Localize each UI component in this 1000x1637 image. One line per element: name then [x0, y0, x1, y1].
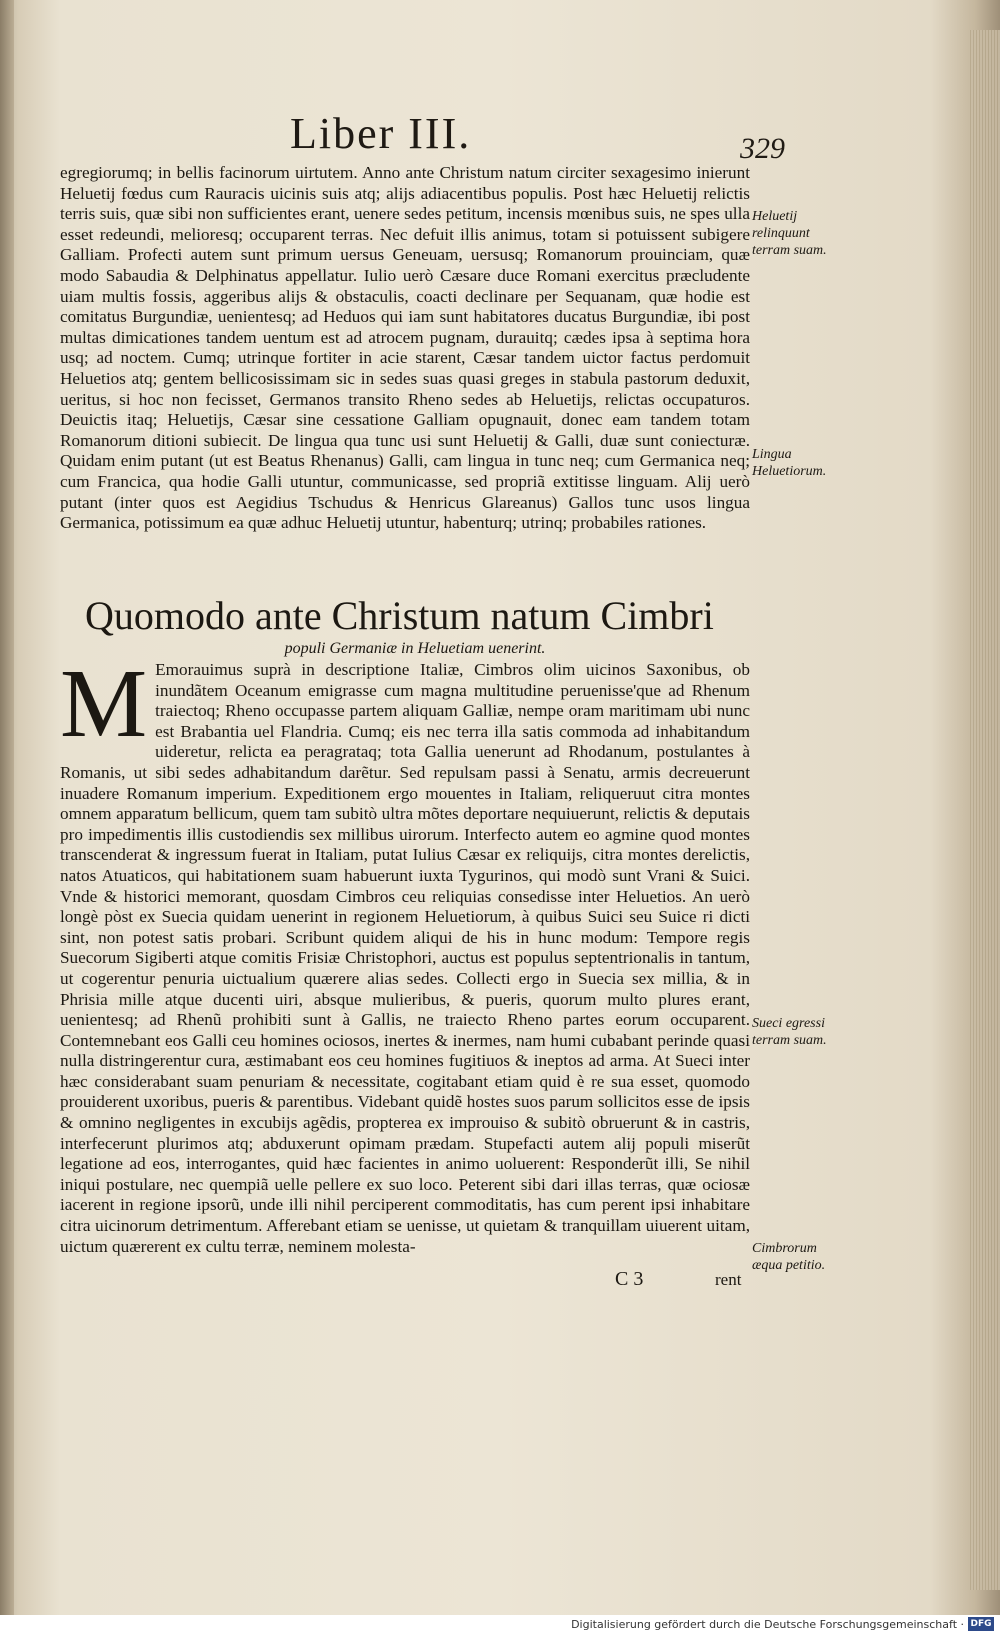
- margin-note-2: Lingua Heluetiorum.: [752, 447, 827, 479]
- paragraph-1: egregiorumq; in bellis facinorum uirtutem. Anno ante Christum natum circiter sexagesimo inierunt Heluetij fœdus cum Rauracis uicinis suis atq; alijs adiacentibus populis. Post hæc Heluetij relictis terris suis, quæ sibi non sufficientes erant, uenere sedes petitum, incensis mœnibus suis, ne spes ulla esset redeundi, melioresq; occuparent terras. Nec defuit illis animus, totam si potuissent subigere Galliam. Profecti autem sunt primum uersus Geneuam, uersusq; Romanorum prouinciam, quæ modo Sabaudia & Delphinatus appellatur. Iulio uerò Cæsare duce Romani exercitus præcludente uiam multis fossis, aggeribus alijs & obstaculis, coacti declinare per Sequanam, quæ hodie est comitatus Burgundiæ, uenientesq; ad Heduos qui iam sunt habitatores ducatus Burgundiæ, ibi post multas dimicationes tandem uentum est ad atrocem pugnam, durauitq; cædes ipsa à septima hora usq; ad noctem. Cumq; utrinque fortiter in acie starent, Cæsar tandem uictor factus perdomuit Heluetios atq; gentem bellicosissimam sic in sedes suas quasi greges in stabula pastorum deduxit, ueritus, si hoc non fecisset, Germanos transito Rheno sedes ab Heluetijs, relictas occupaturos. Deuictis itaq; Heluetijs, Cæsar sine cessatione Galliam opugnauit, donec eam tandem totam Romanorum ditioni subiecit. De lingua qua tunc usi sunt Heluetij & Galli, duæ sunt coniecturæ. Quidam enim putant (ut est Beatus Rhenanus) Galli, cam lingua in tunc neq; cum Germanica neq; cum Francica, qua hodie Galli utuntur, communicasse, sed propriã extitisse linguam. Alij uerò putant (inter quos est Aegidius Tschudus & Henricus Glareanus) Gallos tunc usos lingua Germanica, potissimum ea quæ adhuc Heluetij utuntur, habenturq; utrinq; probabiles rationes.: [60, 163, 750, 533]
- section-heading: Quomodo ante Christum natum Cimbri: [85, 593, 714, 638]
- margin-note-3: Sueci egressi terram suam.: [752, 1016, 827, 1048]
- margin-note-4: Cimbrorum æqua petitio.: [752, 1241, 826, 1273]
- running-head: Liber III.: [290, 109, 472, 158]
- section-subheading: populi Germaniæ in Heluetiam uenerint.: [284, 640, 546, 657]
- paragraph-2: [60, 650, 750, 1257]
- drop-cap: M: [60, 650, 148, 758]
- paragraph-2-text: Emorauimus suprà in descriptione Italiæ, Cimbros olim uicinos Saxonibus, ob inundãtem Oceanum emigrasse cum magna multitudine peruenisse'que ad Rhenum traiectoq; Rheno occupasse partem aliquam Galliæ, nempe oram maritimam ubi nunc est Brabantia uel Flandria. Cumq; eis nec terra illa satis commoda ad inhabitandum uideretur, relicta ea peragrataq; tota Gallia uenerunt ad Rhodanum, postulantes à Romanis, ut sibi sedes adhabitandum darẽtur. Sed repulsam passi à Senatu, armis decreuerunt inuadere Romanum imperium. Expeditionem ergo mouentes in Italiam, reliqueruut citra montes omnem apparatum bellicum, quem tam subitò ultra mõtes deportare nequiuerunt, relictis & deputais pro impedimentis illis custodiendis sex millibus uirorum. Interfecto autem eo agmine quod montes transcenderat & ingressum fuerat in Italiam, putat Iulius Cæsar ex reliquijs, citra montes derelictis, natos Atuaticos, qui habitationem suam habuerunt iuxta Tygurinos, qui modò sunt Vrani & Suici. Vnde & historici memorant, quosdam Cimbros ceu reliquias consedisse inter Heluetios. An uerò longè pòst ex Suecia quidam uenerint in regionem Heluetiorum, à quibus Suici seu Suice ri dicti sint, non potest satis probari. Scribunt quidem aliqui de his in hunc modum: Tempore regis Suecorum Sigiberti atque comitis Frisiæ Christophori, auctus est populus septentrionalis in tantum, ut cogerentur penuria uictualium quærere alias sedes. Collecti ergo in Suecia sex millia, & in Phrisia mille atque ducenti uiri, absque mulieribus, & pueris, quorum multo plures erant, uenientesq; ad Rhenũ prohibiti sunt à Gallis, ne traiecto Rheno partes eorum occuparent. Contemnebant eos Galli ceu homines ociosos, inertes & inermes, nam humi cubabant perinde quasi nulla distringerentur cura, æstimabant eos ceu homines fugitiuos & ineptos ad arma. At Sueci inter hæc considerabant suam penuriam & necessitate, cogitabant etiam quid è re sua esset, quomodo prouiderent uxoribus, pueris & parentibus. Videbant quidẽ hostes suos parum sollicitos esse de ipsis & omnino negligentes in excubijs agẽdis, propterea ex improuiso & subitò obruerunt & in castris, interfecerunt plurimos atq; abduxerunt opimam prædam. Stupefacti autem alij populi miserũt legatione ad eos, interrogantes, quid hæc facientes in animo uoluerent: Responderũt illi, Se nihil iniqui postulare, nec quempiã uelle pellere ex suo loco. Peterent sibi dari illas terras, quæ ociosæ iacerent in regione ipsorũ, unde illi nihil perciperent commoditatis, has cum perent ipsi inhabitare citra uicinorum detrimentum. Afferebant etiam se uenisse, ut quietam & tranquillam uiuerent uitam, uictum quærerent ex cultu terræ, neminem molesta-: [60, 660, 750, 1256]
- footer-credit: Digitalisierung gefördert durch die Deutsche Forschungsgemeinschaft ·: [571, 1618, 964, 1631]
- catchword: rent: [715, 1270, 742, 1289]
- page-stack-edge: [968, 30, 1000, 1590]
- signature-mark: C 3: [615, 1268, 644, 1290]
- facing-page-edge: [0, 0, 14, 1637]
- dfg-logo: DFG: [968, 1617, 994, 1631]
- margin-note-1: Heluetij relinquunt terram suam.: [752, 209, 827, 258]
- page-number: 329: [740, 132, 785, 165]
